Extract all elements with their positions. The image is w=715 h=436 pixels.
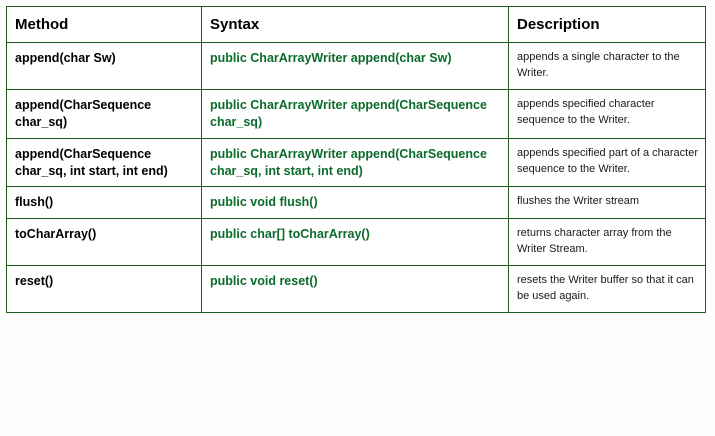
table-row [7,89,706,138]
table-row [7,266,706,313]
cell-method: append(CharSequence char_sq) [7,89,202,138]
column-header-method: Method [7,7,202,43]
cell-syntax: public CharArrayWriter append(char Sw) [202,43,509,90]
cell-method: append(CharSequence char_sq, int start, int end) [7,138,202,187]
cell-syntax: public CharArrayWriter append(CharSequence char_sq) [202,89,509,138]
table-row [7,187,706,219]
cell-syntax: public char[] toCharArray() [202,219,509,266]
method-reference-table [6,6,706,313]
column-header-syntax: Syntax [202,7,509,43]
cell-description: flushes the Writer stream [509,187,706,219]
cell-description: returns character array from the Writer Stream. [509,219,706,266]
column-header-description: Description [509,7,706,43]
cell-method: append(char Sw) [7,43,202,90]
cell-method: reset() [7,266,202,313]
table-header-row [7,7,706,43]
cell-syntax: public void reset() [202,266,509,313]
cell-description: appends a single character to the Writer. [509,43,706,90]
cell-description: appends specified part of a character sequence to the Writer. [509,138,706,187]
table-row [7,138,706,187]
cell-description: resets the Writer buffer so that it can be used again. [509,266,706,313]
cell-method: toCharArray() [7,219,202,266]
cell-syntax: public void flush() [202,187,509,219]
cell-syntax: public CharArrayWriter append(CharSequence char_sq, int start, int end) [202,138,509,187]
table-row [7,219,706,266]
cell-method: flush() [7,187,202,219]
table-row [7,43,706,90]
cell-description: appends specified character sequence to the Writer. [509,89,706,138]
